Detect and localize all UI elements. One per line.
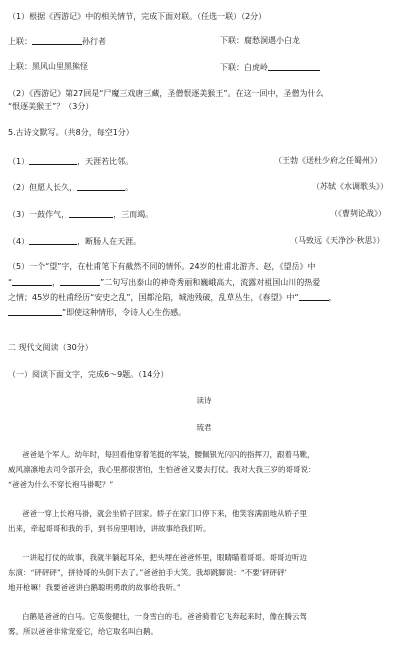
q5-line4-source: （马致远《天净沙·秋思》） <box>290 236 385 245</box>
q5-5-line3: 之情；45岁的杜甫经历“安史之乱”，国都沦陷，城池残破，乱草丛生，《春望》中“ ， <box>8 293 337 302</box>
story-p1-line3: “爸爸为什么不穿长袍马褂呢？” <box>8 480 114 489</box>
section2-subtitle: （一）阅读下面文字，完成6～9题。（14分） <box>8 370 169 379</box>
q5-5-line4: ”即使这种情形，令诗人心生伤感。 <box>8 307 408 318</box>
couplet2-upper: 上联：黑风山里黑熊怪 <box>8 62 88 71</box>
story-p3-line2: 东演：“砰砰砰”，拼待哥的头倒下去了。”爸爸拍手大笑。我却跳脚说：“不要‘砰砰砰’ <box>8 568 287 577</box>
q4-2-line1: （2）《西游记》第27回是“尸魔三戏唐三藏，圣僧恨逐美猴王”。在这一回中，圣僧为什么 <box>8 89 324 98</box>
q5-5-blank-a[interactable] <box>12 277 52 286</box>
story-p4-line2: 雾。所以爸爸非常宠爱它，给它取名叫白鹅。 <box>8 627 158 636</box>
q5-5-blank-c[interactable] <box>299 292 329 301</box>
q4-2-line2: “恨逐美猴王”？（3分） <box>8 102 94 111</box>
couplet1-upper: 上联： 孙行者 <box>8 37 106 46</box>
story-p2-line2: 出来，牵起哥哥和我的手，到书房里唱诗，讲故事给我们听。 <box>8 524 211 533</box>
q5-line2: （2）但愿人长久， 。 <box>8 183 134 192</box>
q5-5-line1: （5）一个“望”字，在杜甫笔下有截然不同的情怀。24岁的杜甫北游齐、赵，《望岳》中 <box>8 262 316 271</box>
q5-title: 5.古诗文默写。（共8分，每空1分） <box>8 128 134 137</box>
q5-5-blank-b[interactable] <box>60 277 100 286</box>
story-p4-line1: 白鹅是爸爸的白马。它英俊健壮，一身雪白的毛。爸爸骑着它飞奔起来时，像在腾云驾 <box>22 612 307 621</box>
couplet1-upper-blank[interactable] <box>32 36 82 45</box>
couplet2-lower-blank[interactable] <box>268 62 320 71</box>
q5-line1-source: （王勃《送杜少府之任蜀州》） <box>274 156 382 165</box>
q5-1-blank[interactable] <box>29 156 77 165</box>
couplet2-lower: 下联：白虎岭 <box>220 62 400 73</box>
q5-line1: （1） ，天涯若比邻。 <box>8 157 134 166</box>
q5-3-blank[interactable] <box>69 209 113 218</box>
q5-4-blank[interactable] <box>29 236 77 245</box>
section2-title: 二 现代文阅读（30分） <box>8 343 93 352</box>
q5-2-blank[interactable] <box>77 182 125 191</box>
story-title: 读诗 <box>196 396 212 405</box>
story-p1-line2: 威风凛凛地去司令部开会，我心里都很害怕，生怕爸爸又要去打仗。我对大我三岁的哥哥说： <box>8 465 316 474</box>
q5-line4: （4） ，断肠人在天涯。 <box>8 237 142 246</box>
story-p2-line1: 爸爸一穿上长袍马褂，就会坐轿子回家。轿子在家门口停下来，他笑容满面地从轿子里 <box>22 509 307 518</box>
q5-5-line2: “ ， ”二句写出泰山的神奇秀丽和巍峨高大，流露对祖国山川的热爱 <box>8 278 321 287</box>
story-p3-line1: 一讲起打仗的故事，我就半躺起耳朵，把头埋在爸爸怀里，眼睛瞄着哥哥。哥哥边听边 <box>22 553 307 562</box>
story-p3-line3: 地开枪嘛！我要爸爸讲白鹅聪明勇敢的故事给我听。” <box>8 583 181 592</box>
couplet1-lower: 下联：腐愁洞遇小白龙 <box>220 36 300 45</box>
q4-stem: （1）根据《西游记》中的相关情节，完成下面对联。（任选一联）（2分） <box>8 12 267 21</box>
story-p1-line1: 爸爸是个军人。幼年时，每回看他穿着笔挺的军装，腰佩银光闪闪的指挥刀，跟着马靴， <box>22 450 315 459</box>
q5-line3-source: （《曹刿论战》） <box>330 209 386 218</box>
story-author: 琉君 <box>196 423 212 432</box>
q5-5-blank-d[interactable] <box>8 307 62 316</box>
q5-line2-source: （苏轼《水调歌头》） <box>312 182 388 191</box>
q5-line3: （3）一鼓作气， ，三而竭。 <box>8 210 154 219</box>
